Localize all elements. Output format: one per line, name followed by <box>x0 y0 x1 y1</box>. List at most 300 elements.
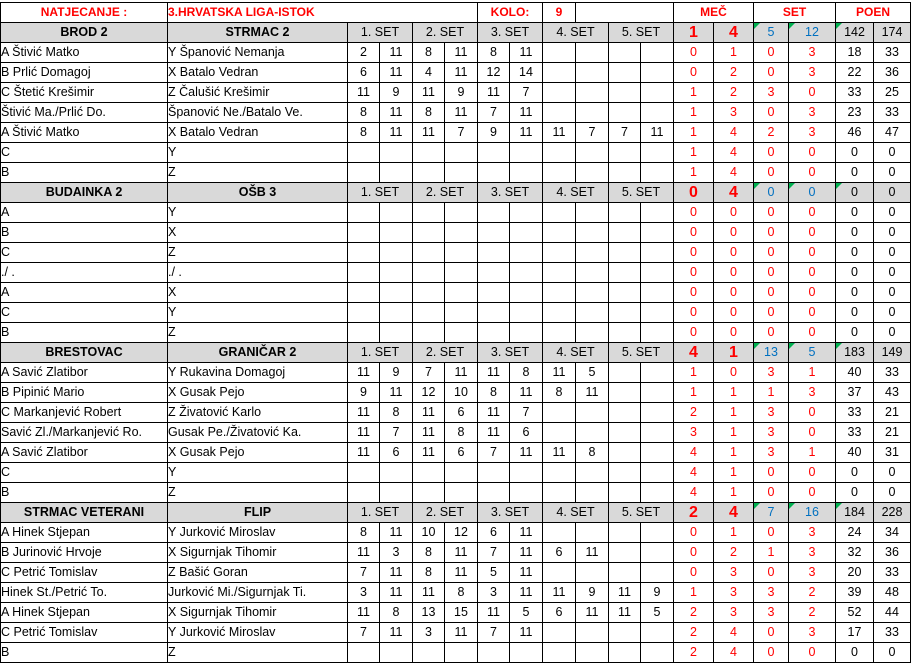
set-score-cell: 11 <box>510 543 543 563</box>
game-row <box>1 483 911 503</box>
game-sets-home: 0 <box>754 263 789 283</box>
game-row <box>1 223 911 243</box>
running-match-away: 0 <box>714 323 754 343</box>
game-points-away: 36 <box>874 543 911 563</box>
set-score-cell: 7 <box>348 623 380 643</box>
game-sets-home: 0 <box>754 203 789 223</box>
set-score-cell <box>445 283 478 303</box>
set-score-cell: 11 <box>380 103 413 123</box>
game-sets-away: 3 <box>789 123 836 143</box>
set-score-cell: 6 <box>380 443 413 463</box>
points-total-away: 0 <box>874 183 911 203</box>
game-points-away: 33 <box>874 563 911 583</box>
set-score-cell <box>641 623 674 643</box>
set-score-cell <box>543 203 576 223</box>
set-score-cell <box>543 63 576 83</box>
game-points-away: 33 <box>874 43 911 63</box>
away-player: X Sigurnjak Tihomir <box>168 603 348 623</box>
set-score-cell <box>609 163 641 183</box>
game-row <box>1 303 911 323</box>
game-row <box>1 583 911 603</box>
running-match-home: 4 <box>674 463 714 483</box>
set-score-cell: 8 <box>445 583 478 603</box>
set-score-cell: 11 <box>348 603 380 623</box>
set-score-cell: 11 <box>510 123 543 143</box>
running-match-away: 3 <box>714 103 754 123</box>
set-score-cell <box>445 243 478 263</box>
set-score-cell <box>576 423 609 443</box>
game-points-away: 0 <box>874 203 911 223</box>
game-row <box>1 163 911 183</box>
set-score-cell: 9 <box>478 123 510 143</box>
game-points-away: 0 <box>874 243 911 263</box>
home-player: C Markanjević Robert <box>1 403 168 423</box>
set-score-cell <box>609 323 641 343</box>
set-score-cell <box>576 63 609 83</box>
game-row <box>1 623 911 643</box>
game-points-home: 24 <box>836 523 874 543</box>
set-column-header: 1. SET <box>348 343 413 363</box>
set-score-cell: 8 <box>348 103 380 123</box>
away-player: Y Rukavina Domagoj <box>168 363 348 383</box>
set-score-cell <box>576 283 609 303</box>
set-score-cell <box>609 443 641 463</box>
game-points-home: 0 <box>836 143 874 163</box>
game-sets-home: 0 <box>754 483 789 503</box>
set-score-cell: 11 <box>510 523 543 543</box>
set-score-cell <box>543 103 576 123</box>
set-score-cell: 15 <box>445 603 478 623</box>
game-points-away: 0 <box>874 323 911 343</box>
away-player: X Sigurnjak Tihomir <box>168 543 348 563</box>
set-score-cell: 11 <box>348 403 380 423</box>
game-points-away: 33 <box>874 103 911 123</box>
home-player: B <box>1 483 168 503</box>
points-total-home: 184 <box>836 503 874 523</box>
game-points-away: 0 <box>874 303 911 323</box>
set-score-cell: 8 <box>478 383 510 403</box>
running-match-home: 1 <box>674 83 714 103</box>
set-score-cell: 3 <box>478 583 510 603</box>
away-player: Z <box>168 643 348 663</box>
set-score-cell: 11 <box>543 123 576 143</box>
set-score-cell <box>478 163 510 183</box>
set-score-cell <box>543 403 576 423</box>
set-score-cell: 7 <box>478 543 510 563</box>
set-score-cell: 6 <box>445 443 478 463</box>
away-player: Z Bašić Goran <box>168 563 348 583</box>
set-score-cell: 11 <box>380 123 413 143</box>
set-score-cell: 8 <box>413 543 445 563</box>
set-score-cell <box>478 643 510 663</box>
set-score-cell <box>543 483 576 503</box>
game-points-home: 0 <box>836 463 874 483</box>
game-points-home: 33 <box>836 423 874 443</box>
home-player: Savić Zl./Markanjević Ro. <box>1 423 168 443</box>
set-score-cell: 6 <box>510 423 543 443</box>
running-match-home: 1 <box>674 103 714 123</box>
home-player: ./ . <box>1 263 168 283</box>
running-match-away: 4 <box>714 643 754 663</box>
set-score-cell <box>510 303 543 323</box>
set-score-cell <box>576 103 609 123</box>
set-column-header: 4. SET <box>543 23 609 43</box>
away-team-name: FLIP <box>168 503 348 523</box>
set-score-cell: 11 <box>510 383 543 403</box>
set-score-cell <box>609 43 641 63</box>
game-sets-away: 1 <box>789 443 836 463</box>
match-score-away: 1 <box>714 343 754 363</box>
set-score-cell: 14 <box>510 63 543 83</box>
set-score-cell <box>641 443 674 463</box>
set-score-cell <box>478 323 510 343</box>
set-score-cell: 8 <box>348 123 380 143</box>
game-points-home: 0 <box>836 303 874 323</box>
set-score-cell <box>380 163 413 183</box>
set-score-cell <box>641 563 674 583</box>
set-score-cell <box>576 463 609 483</box>
away-player: X <box>168 283 348 303</box>
running-match-away: 3 <box>714 603 754 623</box>
away-player: X Batalo Vedran <box>168 63 348 83</box>
game-points-home: 0 <box>836 163 874 183</box>
set-score-cell: 3 <box>380 543 413 563</box>
set-column-header: 2. SET <box>413 343 478 363</box>
set-score-cell <box>510 323 543 343</box>
set-score-cell <box>380 263 413 283</box>
game-row <box>1 243 911 263</box>
set-score-cell <box>348 243 380 263</box>
running-match-home: 0 <box>674 323 714 343</box>
game-points-away: 25 <box>874 83 911 103</box>
game-sets-away: 0 <box>789 403 836 423</box>
set-score-cell <box>348 463 380 483</box>
set-score-cell <box>576 303 609 323</box>
game-points-home: 17 <box>836 623 874 643</box>
set-score-cell <box>445 143 478 163</box>
running-match-home: 1 <box>674 583 714 603</box>
game-points-away: 0 <box>874 223 911 243</box>
set-score-cell <box>413 283 445 303</box>
running-match-away: 1 <box>714 383 754 403</box>
set-score-cell <box>543 423 576 443</box>
away-player: Jurković Mi./Sigurnjak Ti. <box>168 583 348 603</box>
set-score-cell <box>543 83 576 103</box>
game-sets-away: 0 <box>789 143 836 163</box>
set-score-cell: 12 <box>413 383 445 403</box>
set-score-cell <box>543 143 576 163</box>
set-score-cell: 8 <box>445 423 478 443</box>
set-score-cell <box>609 103 641 123</box>
set-score-cell <box>609 283 641 303</box>
game-sets-home: 3 <box>754 423 789 443</box>
game-row <box>1 363 911 383</box>
away-player: X Gusak Pejo <box>168 443 348 463</box>
set-score-cell <box>413 643 445 663</box>
set-score-cell <box>609 623 641 643</box>
set-score-cell <box>641 223 674 243</box>
set-score-cell: 11 <box>413 403 445 423</box>
set-score-cell: 11 <box>380 563 413 583</box>
set-score-cell <box>576 623 609 643</box>
set-score-cell <box>641 423 674 443</box>
set-column-header: 1. SET <box>348 183 413 203</box>
home-player: C <box>1 303 168 323</box>
set-score-cell: 11 <box>478 603 510 623</box>
league-name: 3.HRVATSKA LIGA-ISTOK <box>168 3 478 23</box>
set-score-cell <box>576 523 609 543</box>
set-score-cell: 8 <box>413 563 445 583</box>
game-sets-home: 0 <box>754 163 789 183</box>
set-score-cell <box>641 103 674 123</box>
set-score-cell <box>609 563 641 583</box>
set-score-cell <box>478 223 510 243</box>
set-score-cell <box>380 463 413 483</box>
running-match-away: 3 <box>714 583 754 603</box>
set-score-cell: 8 <box>543 383 576 403</box>
set-score-cell: 11 <box>413 123 445 143</box>
set-score-cell <box>348 163 380 183</box>
game-points-home: 32 <box>836 543 874 563</box>
set-score-cell: 11 <box>576 543 609 563</box>
home-player: C Petrić Tomislav <box>1 563 168 583</box>
home-player: Štivić Ma./Prlić Do. <box>1 103 168 123</box>
set-score-cell <box>609 303 641 323</box>
set-score-cell <box>576 83 609 103</box>
set-score-cell: 5 <box>576 363 609 383</box>
set-score-cell: 11 <box>478 363 510 383</box>
set-score-cell: 11 <box>445 623 478 643</box>
set-score-cell <box>641 263 674 283</box>
game-sets-home: 0 <box>754 463 789 483</box>
game-row <box>1 423 911 443</box>
set-score-cell <box>576 563 609 583</box>
set-score-cell <box>543 563 576 583</box>
set-score-cell <box>543 303 576 323</box>
running-match-away: 1 <box>714 43 754 63</box>
home-player: C Petrić Tomislav <box>1 623 168 643</box>
set-score-cell <box>380 143 413 163</box>
home-player: A Hinek Stjepan <box>1 603 168 623</box>
set-score-cell: 11 <box>445 543 478 563</box>
set-score-cell <box>413 223 445 243</box>
set-score-cell: 8 <box>380 603 413 623</box>
set-score-cell: 11 <box>510 623 543 643</box>
set-score-cell: 11 <box>478 403 510 423</box>
sets-total-away: 5 <box>789 343 836 363</box>
set-score-cell <box>576 43 609 63</box>
set-score-cell: 11 <box>445 63 478 83</box>
set-score-cell: 10 <box>413 523 445 543</box>
set-score-cell <box>609 203 641 223</box>
away-player: Y <box>168 143 348 163</box>
set-score-cell: 8 <box>413 43 445 63</box>
away-player: Y Španović Nemanja <box>168 43 348 63</box>
match-score-home: 0 <box>674 183 714 203</box>
game-points-away: 34 <box>874 523 911 543</box>
set-score-cell <box>478 243 510 263</box>
set-score-cell: 8 <box>478 43 510 63</box>
set-score-cell <box>413 163 445 183</box>
set-score-cell <box>348 263 380 283</box>
set-score-cell: 6 <box>478 523 510 543</box>
set-score-cell <box>510 263 543 283</box>
set-column-header: 5. SET <box>609 23 674 43</box>
set-score-cell <box>641 143 674 163</box>
set-score-cell <box>543 283 576 303</box>
game-points-away: 43 <box>874 383 911 403</box>
set-score-cell: 7 <box>576 123 609 143</box>
set-score-cell <box>609 83 641 103</box>
away-player: X Gusak Pejo <box>168 383 348 403</box>
set-score-cell <box>348 223 380 243</box>
away-team-name: GRANIČAR 2 <box>168 343 348 363</box>
game-sets-home: 0 <box>754 283 789 303</box>
set-score-cell: 6 <box>445 403 478 423</box>
game-sets-home: 0 <box>754 523 789 543</box>
set-score-cell <box>576 203 609 223</box>
game-sets-home: 3 <box>754 363 789 383</box>
game-sets-away: 1 <box>789 363 836 383</box>
set-score-cell: 9 <box>641 583 674 603</box>
header-row <box>1 3 911 23</box>
running-match-home: 1 <box>674 163 714 183</box>
game-sets-home: 3 <box>754 583 789 603</box>
game-sets-away: 3 <box>789 623 836 643</box>
set-score-cell: 7 <box>478 103 510 123</box>
game-row <box>1 103 911 123</box>
game-sets-home: 0 <box>754 63 789 83</box>
set-column-header: 5. SET <box>609 343 674 363</box>
set-column-header: 1. SET <box>348 23 413 43</box>
running-match-home: 0 <box>674 283 714 303</box>
set-score-cell <box>641 303 674 323</box>
set-score-cell <box>641 323 674 343</box>
home-player: A <box>1 283 168 303</box>
away-player: Z Živatović Karlo <box>168 403 348 423</box>
game-sets-away: 3 <box>789 43 836 63</box>
home-player: B Jurinović Hrvoje <box>1 543 168 563</box>
set-score-cell: 9 <box>348 383 380 403</box>
set-score-cell <box>609 383 641 403</box>
set-score-cell <box>641 543 674 563</box>
game-points-home: 23 <box>836 103 874 123</box>
set-score-cell <box>543 623 576 643</box>
away-player: Z <box>168 323 348 343</box>
set-score-cell <box>641 523 674 543</box>
away-player: Y <box>168 463 348 483</box>
set-score-cell <box>413 203 445 223</box>
set-score-cell: 11 <box>413 443 445 463</box>
set-score-cell: 3 <box>413 623 445 643</box>
set-score-cell <box>510 483 543 503</box>
set-score-cell: 7 <box>510 83 543 103</box>
match-score-away: 4 <box>714 183 754 203</box>
game-points-away: 33 <box>874 363 911 383</box>
set-column-header: 4. SET <box>543 183 609 203</box>
set-score-cell: 11 <box>510 563 543 583</box>
home-player: C <box>1 143 168 163</box>
away-player: Z Čalušić Krešimir <box>168 83 348 103</box>
running-match-home: 0 <box>674 543 714 563</box>
game-points-away: 21 <box>874 423 911 443</box>
running-match-away: 1 <box>714 523 754 543</box>
set-score-cell: 11 <box>510 443 543 463</box>
set-score-cell: 9 <box>445 83 478 103</box>
set-score-cell <box>576 143 609 163</box>
set-score-cell <box>641 203 674 223</box>
set-score-cell <box>609 423 641 443</box>
home-player: C <box>1 243 168 263</box>
running-match-home: 2 <box>674 603 714 623</box>
set-column-header: 5. SET <box>609 183 674 203</box>
game-sets-home: 0 <box>754 643 789 663</box>
game-points-home: 0 <box>836 203 874 223</box>
game-row <box>1 143 911 163</box>
running-match-home: 4 <box>674 443 714 463</box>
running-match-away: 4 <box>714 143 754 163</box>
set-column-header: 2. SET <box>413 183 478 203</box>
set-score-cell <box>510 163 543 183</box>
away-team-name: OŠB 3 <box>168 183 348 203</box>
running-match-home: 0 <box>674 523 714 543</box>
set-score-cell <box>543 323 576 343</box>
set-score-cell <box>478 263 510 283</box>
set-score-cell <box>510 643 543 663</box>
set-score-cell <box>413 263 445 283</box>
set-score-cell <box>543 463 576 483</box>
set-score-cell <box>445 223 478 243</box>
set-score-cell: 9 <box>380 363 413 383</box>
round-label: KOLO: <box>478 3 543 23</box>
set-score-cell: 13 <box>413 603 445 623</box>
set-score-cell: 11 <box>413 583 445 603</box>
running-match-away: 0 <box>714 243 754 263</box>
running-match-home: 3 <box>674 423 714 443</box>
home-player: A Štivić Matko <box>1 43 168 63</box>
sets-total-away: 0 <box>789 183 836 203</box>
set-score-cell: 11 <box>478 83 510 103</box>
set-column-header: 1. SET <box>348 503 413 523</box>
points-total-away: 174 <box>874 23 911 43</box>
game-points-home: 0 <box>836 483 874 503</box>
game-points-home: 52 <box>836 603 874 623</box>
home-player: A Savić Zlatibor <box>1 443 168 463</box>
set-score-cell <box>380 203 413 223</box>
results-table <box>0 2 911 663</box>
set-score-cell: 11 <box>641 123 674 143</box>
away-player: X <box>168 223 348 243</box>
match-score-away: 4 <box>714 503 754 523</box>
set-score-cell <box>348 303 380 323</box>
set-score-cell <box>609 483 641 503</box>
running-match-away: 4 <box>714 623 754 643</box>
sets-total-home: 0 <box>754 183 789 203</box>
set-score-cell <box>641 43 674 63</box>
set-score-cell: 11 <box>576 603 609 623</box>
set-score-cell <box>576 643 609 663</box>
set-score-cell: 11 <box>576 383 609 403</box>
set-score-cell <box>576 403 609 423</box>
set-score-cell <box>380 643 413 663</box>
set-score-cell: 11 <box>348 423 380 443</box>
game-sets-away: 0 <box>789 643 836 663</box>
game-sets-away: 0 <box>789 303 836 323</box>
set-score-cell <box>641 483 674 503</box>
game-sets-home: 0 <box>754 323 789 343</box>
set-score-cell: 8 <box>576 443 609 463</box>
points-total-home: 142 <box>836 23 874 43</box>
